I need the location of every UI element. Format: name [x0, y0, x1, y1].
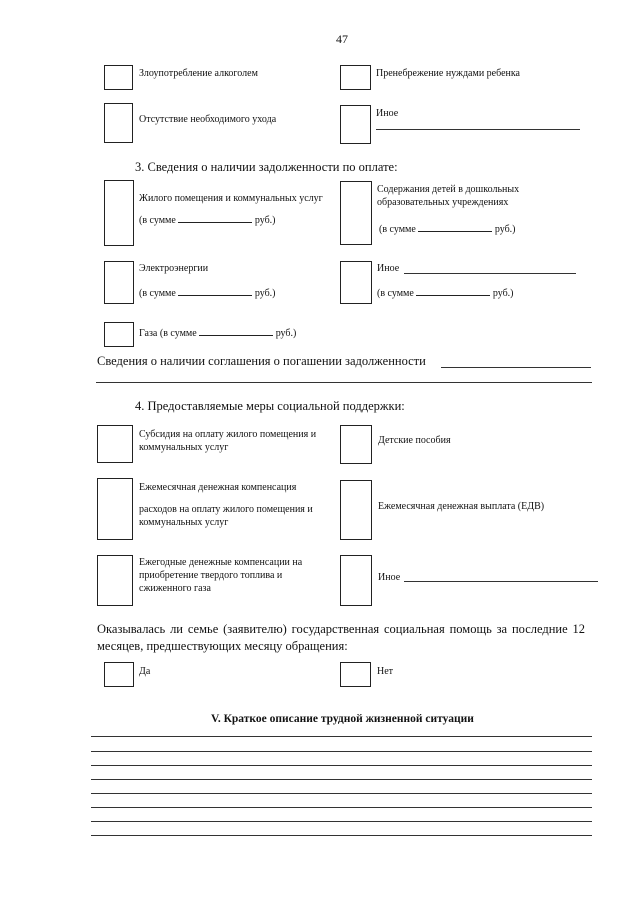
other-debt-fill-line[interactable]	[404, 273, 576, 274]
electricity-sum-blank[interactable]	[178, 286, 252, 296]
description-line-5[interactable]	[91, 793, 592, 794]
description-line-3[interactable]	[91, 765, 592, 766]
gas-sum-blank[interactable]	[199, 326, 273, 336]
section3-heading: 3. Сведения о наличии задолженности по оплате:	[135, 160, 398, 174]
other-sum-blank[interactable]	[416, 286, 490, 296]
neglect-label: Пренебрежение нуждами ребенка	[376, 68, 520, 79]
checkbox-other-support[interactable]	[340, 555, 372, 606]
checkbox-annual-comp[interactable]	[97, 555, 133, 606]
assistance-question: Оказывалась ли семье (заявителю) государственная социальная помощь за последние 12 месяцев, предшествующих месяцу обращения:	[97, 622, 585, 653]
subsidy-label-2: коммунальных услуг	[139, 442, 229, 453]
other-support-label: Иное	[378, 572, 401, 583]
description-line-7[interactable]	[91, 821, 592, 822]
no-care-label: Отсутствие необходимого ухода	[139, 114, 277, 125]
section4-heading: 4. Предоставляемые меры социальной поддержки:	[135, 399, 405, 413]
other-debt-sum	[377, 286, 513, 300]
gas-suffix: руб.)	[275, 328, 297, 339]
checkbox-yes[interactable]	[104, 662, 134, 687]
yes-label: Да	[139, 666, 151, 677]
kids-debt-label-1: Содержания детей в дошкольных	[377, 184, 520, 195]
checkbox-gas-debt[interactable]	[104, 322, 134, 347]
description-line-2[interactable]	[91, 751, 592, 752]
subsidy-label-1: Субсидия на оплату жилого помещения и	[139, 429, 317, 440]
section5-heading: V. Краткое описание трудной жизненной ситуации	[211, 713, 474, 725]
other-top-label: Иное	[376, 108, 399, 119]
checkbox-other-debt[interactable]	[340, 261, 372, 304]
checkbox-subsidy[interactable]	[97, 425, 133, 463]
annual-comp-label-2: приобретение твердого топлива и	[139, 570, 283, 581]
description-line-6[interactable]	[91, 807, 592, 808]
sum-suffix: руб.)	[494, 224, 516, 235]
monthly-comp-label-3: коммунальных услуг	[139, 517, 229, 528]
description-line-8[interactable]	[91, 835, 592, 836]
sum-prefix: (в сумме	[139, 215, 176, 226]
sum-suffix: руб.)	[254, 288, 276, 299]
agreement-fill-line[interactable]	[441, 367, 591, 368]
electricity-label: Электроэнергии	[139, 263, 209, 274]
edv-label: Ежемесячная денежная выплата (ЕДВ)	[378, 501, 545, 512]
alcohol-label: Злоупотребление алкоголем	[139, 68, 258, 79]
electricity-sum	[139, 286, 275, 300]
checkbox-housing-debt[interactable]	[104, 180, 134, 246]
checkbox-other-top[interactable]	[340, 105, 371, 144]
gas-debt-sum	[139, 326, 296, 340]
no-label: Нет	[377, 666, 394, 677]
checkbox-kids-debt[interactable]	[340, 181, 372, 245]
housing-debt-label: Жилого помещения и коммунальных услуг	[139, 193, 323, 204]
gas-prefix: Газа (в сумме	[139, 328, 197, 339]
checkbox-monthly-comp[interactable]	[97, 478, 133, 540]
monthly-comp-label-1: Ежемесячная денежная компенсация	[139, 482, 297, 493]
agreement-fill-line-2[interactable]	[96, 382, 592, 383]
other-debt-label: Иное	[377, 263, 400, 274]
sum-suffix: руб.)	[492, 288, 514, 299]
annual-comp-label-1: Ежегодные денежные компенсации на	[139, 557, 303, 568]
checkbox-child-benefits[interactable]	[340, 425, 372, 464]
checkbox-no-care[interactable]	[104, 103, 133, 143]
kids-debt-sum	[379, 222, 515, 236]
child-benefits-label: Детские пособия	[378, 435, 451, 446]
checkbox-electricity-debt[interactable]	[104, 261, 134, 304]
sum-suffix: руб.)	[254, 215, 276, 226]
sum-prefix: (в сумме	[139, 288, 176, 299]
checkbox-alcohol[interactable]	[104, 65, 133, 90]
annual-comp-label-3: сжиженного газа	[139, 583, 211, 594]
monthly-comp-label-2: расходов на оплату жилого помещения и	[139, 504, 313, 515]
sum-prefix: (в сумме	[377, 288, 414, 299]
sum-prefix: (в сумме	[379, 224, 416, 235]
checkbox-edv[interactable]	[340, 480, 372, 540]
checkbox-neglect[interactable]	[340, 65, 371, 90]
page-number: 47	[336, 32, 348, 46]
other-support-fill-line[interactable]	[404, 581, 598, 582]
housing-sum-blank[interactable]	[178, 213, 252, 223]
description-line-1[interactable]	[91, 736, 592, 737]
kids-sum-blank[interactable]	[418, 222, 492, 232]
housing-debt-sum	[139, 213, 275, 227]
agreement-label: Сведения о наличии соглашения о погашении задолженности	[97, 354, 426, 368]
checkbox-no[interactable]	[340, 662, 371, 687]
kids-debt-label-2: образовательных учреждениях	[377, 197, 509, 208]
other-top-fill-line[interactable]	[376, 129, 580, 130]
description-line-4[interactable]	[91, 779, 592, 780]
